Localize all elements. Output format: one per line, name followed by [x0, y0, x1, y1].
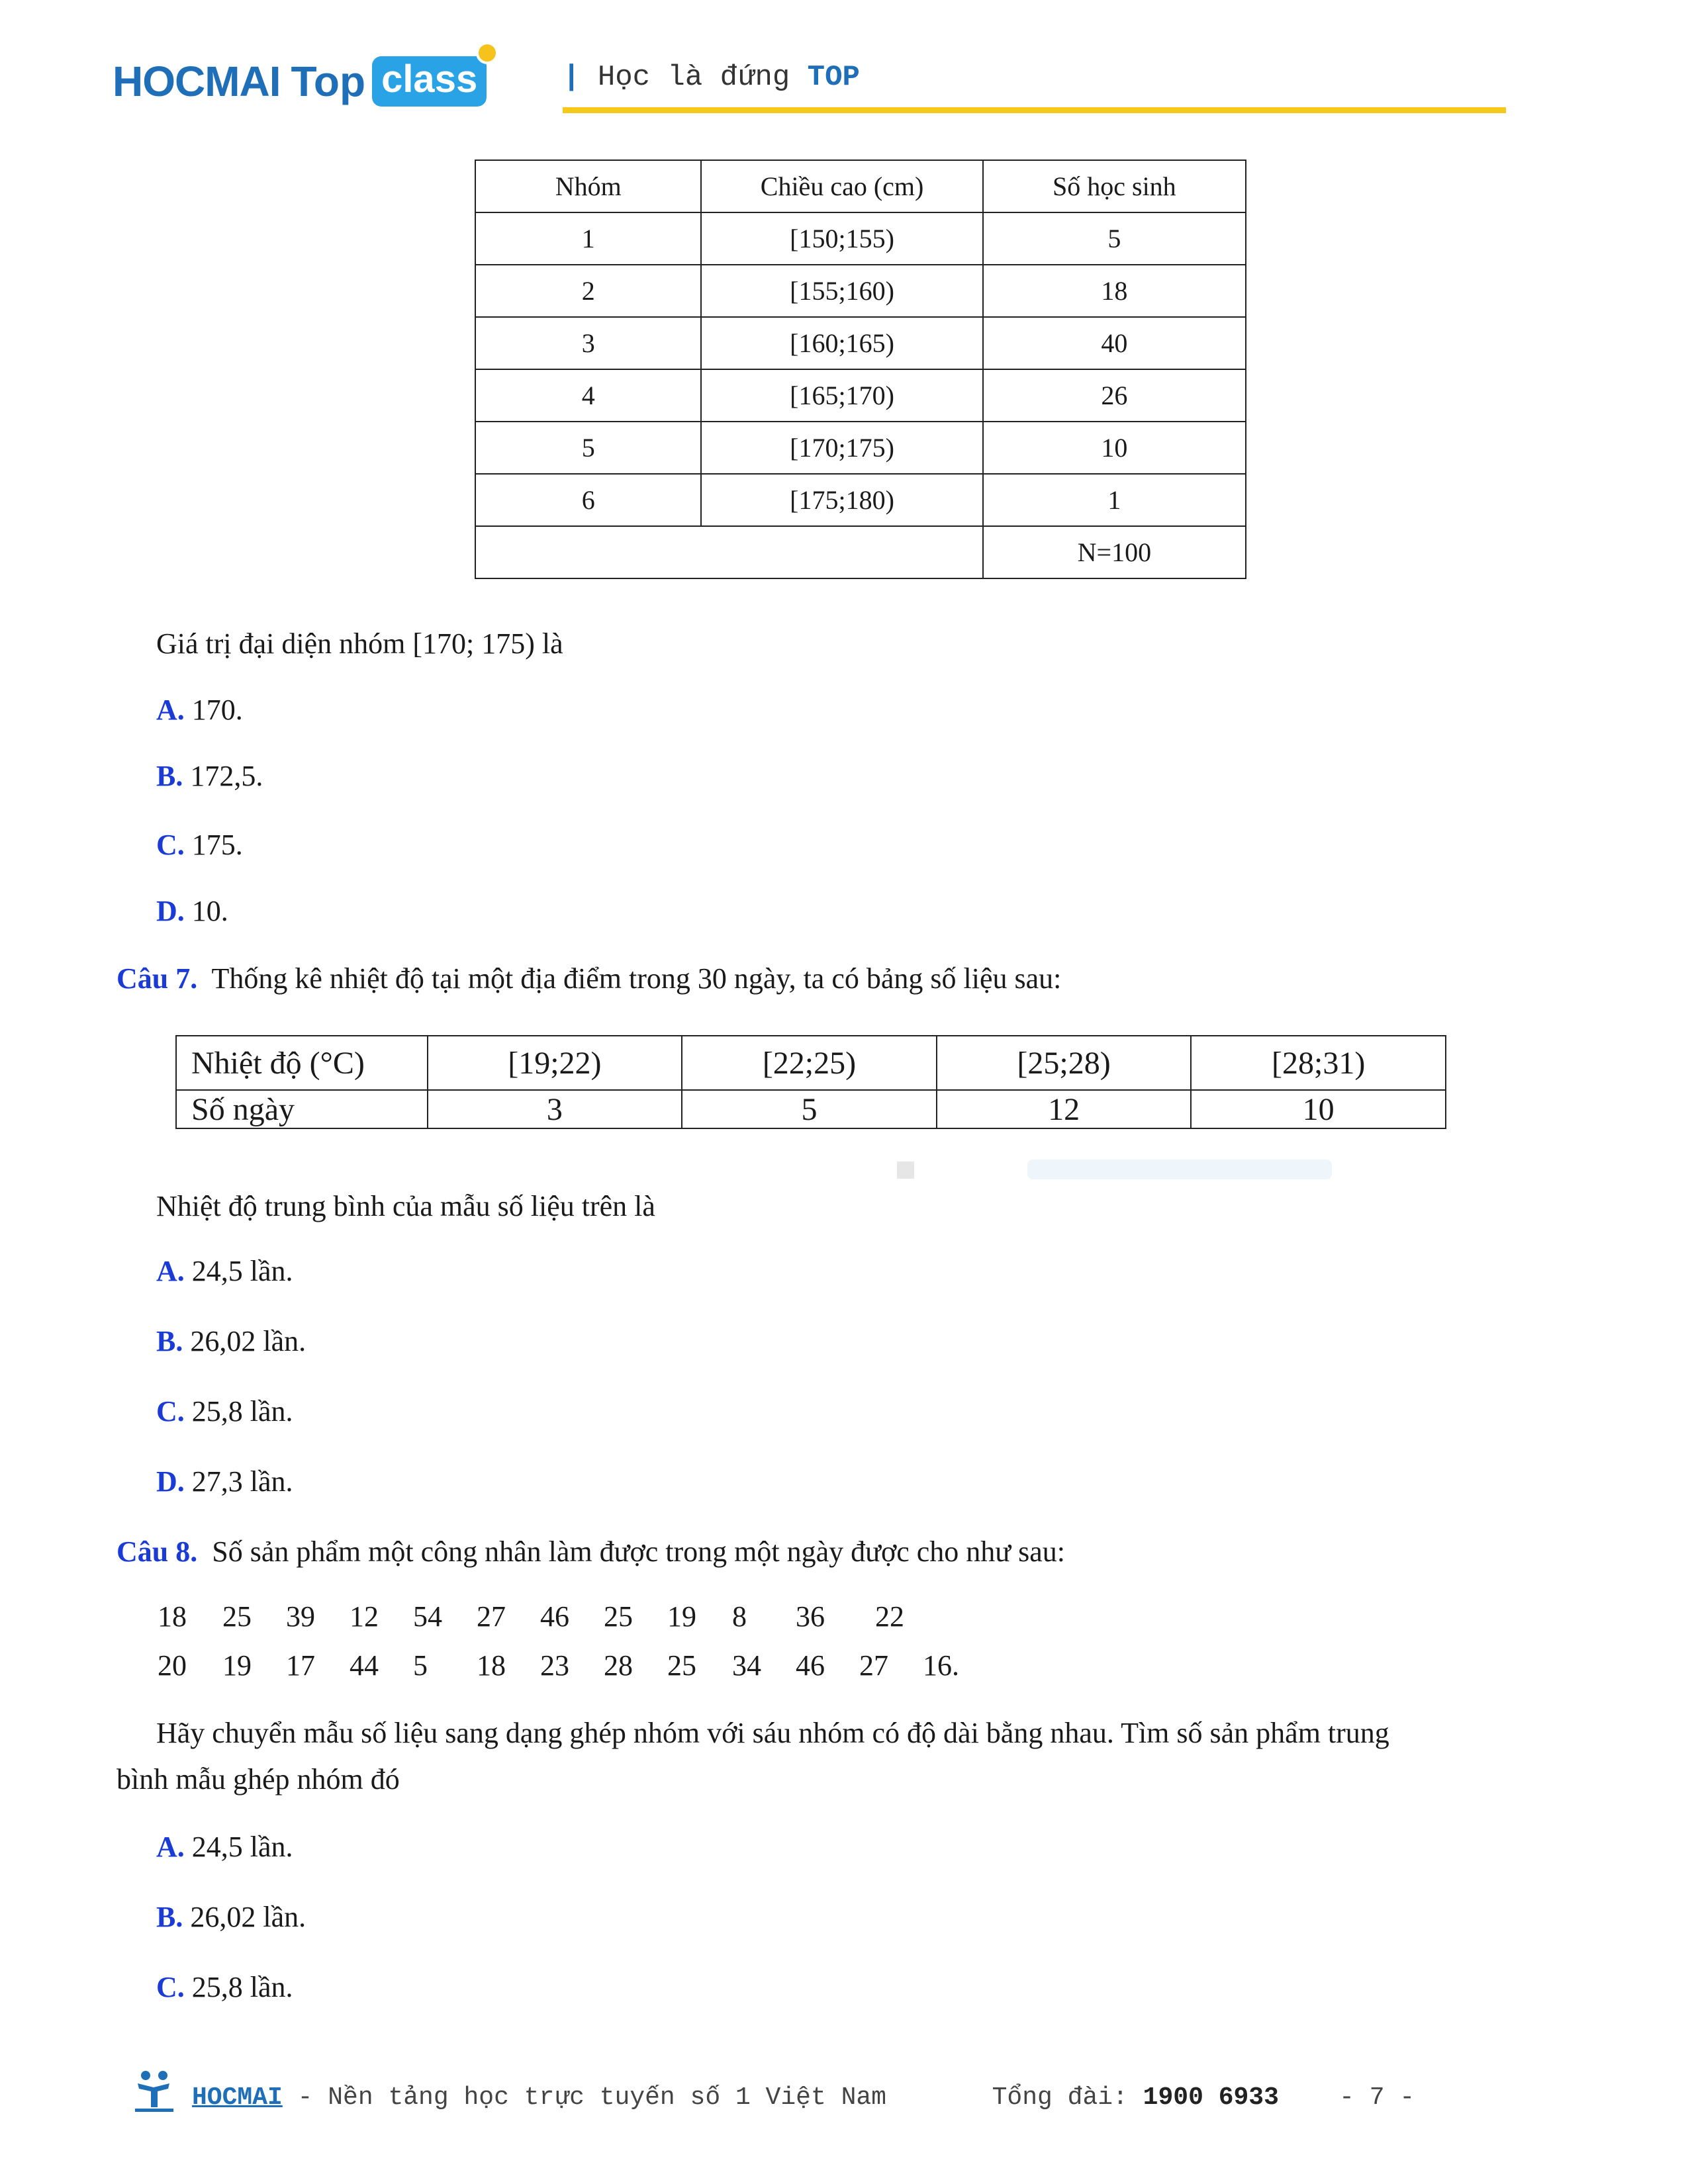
answer-text: 170.	[191, 694, 243, 726]
answer-text: 26,02 lần.	[190, 1325, 306, 1357]
q8-task-line-2: bình mẫu ghép nhóm đó	[117, 1763, 400, 1796]
table-row	[475, 317, 1246, 369]
logo-hocmai-text: HOCMAI	[113, 58, 281, 105]
data-value: 8	[732, 1600, 747, 1633]
star-icon	[476, 42, 498, 64]
table-cell: [175;180)	[701, 474, 982, 526]
data-value: 23	[540, 1649, 569, 1682]
table-row-header: Nhiệt độ (°C)	[176, 1036, 428, 1090]
answer-text: 172,5.	[190, 760, 263, 792]
logo-class-text: class	[381, 58, 478, 101]
table-row	[475, 265, 1246, 317]
table-cell: 18	[983, 265, 1246, 317]
q7-answer-b	[156, 1324, 306, 1359]
slogan-separator: |	[563, 61, 581, 94]
q7-question: Nhiệt độ trung bình của mẫu số liệu trên là	[156, 1190, 655, 1222]
table-cell: [150;155)	[701, 212, 982, 265]
answer-label: B.	[156, 760, 183, 792]
answer-text: 175.	[191, 829, 243, 861]
data-value: 20	[158, 1649, 187, 1682]
table-cell: 26	[983, 369, 1246, 422]
table-cell: [28;31)	[1191, 1036, 1446, 1090]
table-cell: [19;22)	[428, 1036, 682, 1090]
data-value: 25	[604, 1600, 633, 1633]
hocmai-topclass-logo	[113, 52, 487, 111]
height-table	[475, 159, 1246, 579]
table-cell: 10	[983, 422, 1246, 474]
data-value: 28	[604, 1649, 633, 1682]
q8-data-row-1	[158, 1599, 939, 1635]
data-value: 12	[350, 1600, 379, 1633]
q8-answer-c	[156, 1970, 293, 2005]
q6-answer-d	[156, 893, 228, 929]
data-value: 36	[796, 1600, 825, 1633]
answer-label: C.	[156, 1395, 185, 1428]
table-row	[176, 1090, 1446, 1128]
data-value: 46	[540, 1600, 569, 1633]
q8-answer-b	[156, 1899, 306, 1935]
table-cell: 5	[983, 212, 1246, 265]
table-cell: 1	[475, 212, 701, 265]
temperature-table	[175, 1035, 1446, 1129]
header-divider	[563, 107, 1506, 113]
table-header-cell: Nhóm	[475, 160, 701, 212]
table-row	[475, 369, 1246, 422]
logo-class-badge	[372, 56, 487, 107]
data-value: 44	[350, 1649, 379, 1682]
scan-artifact	[897, 1161, 914, 1179]
data-value: 22	[875, 1600, 904, 1633]
footer	[192, 2083, 1415, 2112]
q7-stem: Thống kê nhiệt độ tại một địa điểm trong 30 ngày, ta có bảng số liệu sau:	[211, 962, 1062, 995]
table-cell: 40	[983, 317, 1246, 369]
answer-label: D.	[156, 895, 185, 927]
q6-answer-a	[156, 692, 243, 728]
table-cell: 5	[682, 1090, 937, 1128]
table-header-cell: Chiều cao (cm)	[701, 160, 982, 212]
table-empty-cell	[475, 526, 983, 578]
data-value: 34	[732, 1649, 761, 1682]
footer-brand-link[interactable]: HOCMAI	[192, 2083, 283, 2112]
data-value: 18	[158, 1600, 187, 1633]
table-header-cell: Số học sinh	[983, 160, 1246, 212]
data-value: 19	[667, 1600, 696, 1633]
table-cell: 4	[475, 369, 701, 422]
answer-label: A.	[156, 694, 185, 726]
answer-text: 25,8 lần.	[191, 1971, 293, 2003]
answer-text: 24,5 lần.	[191, 1255, 293, 1287]
answer-text: 10.	[191, 895, 228, 927]
question-label: Câu 8.	[117, 1535, 198, 1568]
q8-stem-line	[117, 1534, 1065, 1570]
answer-label: C.	[156, 1971, 185, 2003]
answer-label: A.	[156, 1255, 185, 1287]
table-cell: 2	[475, 265, 701, 317]
footer-hotline: 1900 6933	[1143, 2083, 1279, 2112]
page-number: - 7 -	[1339, 2083, 1415, 2112]
data-value: 17	[286, 1649, 315, 1682]
answer-label: B.	[156, 1901, 183, 1933]
answer-label: C.	[156, 829, 185, 861]
data-value: 54	[413, 1600, 442, 1633]
table-cell: 3	[475, 317, 701, 369]
table-row-header: Số ngày	[176, 1090, 428, 1128]
table-cell: 6	[475, 474, 701, 526]
table-cell: [170;175)	[701, 422, 982, 474]
slogan-text: Học là đứng	[597, 61, 790, 94]
answer-text: 24,5 lần.	[191, 1831, 293, 1863]
q8-answer-a	[156, 1829, 293, 1865]
table-cell: 5	[475, 422, 701, 474]
data-value: 16.	[923, 1649, 959, 1682]
table-cell: 12	[937, 1090, 1192, 1128]
logo-top-text: Top	[291, 58, 366, 105]
question-label: Câu 7.	[117, 962, 198, 995]
data-value: 27	[859, 1649, 888, 1682]
table-cell: [25;28)	[937, 1036, 1192, 1090]
slogan	[563, 61, 860, 94]
answer-label: A.	[156, 1831, 185, 1863]
data-value: 25	[667, 1649, 696, 1682]
q7-answer-d	[156, 1464, 293, 1500]
q6-answer-c	[156, 827, 243, 863]
q6-stem: Giá trị đại diện nhóm [170; 175) là	[156, 627, 563, 660]
scan-artifact	[1027, 1160, 1332, 1179]
table-row	[475, 422, 1246, 474]
table-cell: [22;25)	[682, 1036, 937, 1090]
footer-hotline-label: Tổng đài:	[992, 2083, 1143, 2112]
q8-data-row-2	[158, 1648, 986, 1684]
hocmai-mascot-icon	[131, 2068, 177, 2114]
table-header-row	[475, 160, 1246, 212]
data-value: 39	[286, 1600, 315, 1633]
q8-stem: Số sản phẩm một công nhân làm được trong một ngày được cho như sau:	[212, 1535, 1066, 1568]
table-row	[475, 474, 1246, 526]
data-value: 5	[413, 1649, 428, 1682]
q7-answer-a	[156, 1253, 293, 1289]
slogan-top: TOP	[807, 61, 860, 94]
table-cell: [160;165)	[701, 317, 982, 369]
table-row	[176, 1036, 1446, 1090]
answer-label: B.	[156, 1325, 183, 1357]
answer-text: 25,8 lần.	[191, 1395, 293, 1428]
table-total-row	[475, 526, 1246, 578]
data-value: 46	[796, 1649, 825, 1682]
q6-answer-b	[156, 758, 263, 794]
answer-text: 26,02 lần.	[190, 1901, 306, 1933]
table-cell: [165;170)	[701, 369, 982, 422]
table-cell: 1	[983, 474, 1246, 526]
data-value: 19	[222, 1649, 252, 1682]
table-row	[475, 212, 1246, 265]
table-cell: 3	[428, 1090, 682, 1128]
table-cell: [155;160)	[701, 265, 982, 317]
q8-task-line-1: Hãy chuyển mẫu số liệu sang dạng ghép nhóm với sáu nhóm có độ dài bằng nhau. Tìm số sản phẩm trung	[156, 1717, 1389, 1749]
data-value: 25	[222, 1600, 252, 1633]
data-value: 18	[477, 1649, 506, 1682]
answer-text: 27,3 lần.	[191, 1465, 293, 1498]
q7-stem-line	[117, 961, 1061, 997]
table-total-cell: N=100	[983, 526, 1246, 578]
data-value: 27	[477, 1600, 506, 1633]
answer-label: D.	[156, 1465, 185, 1498]
footer-tagline: - Nền tảng học trực tuyến số 1 Việt Nam	[282, 2083, 886, 2112]
table-cell: 10	[1191, 1090, 1446, 1128]
q7-answer-c	[156, 1394, 293, 1430]
